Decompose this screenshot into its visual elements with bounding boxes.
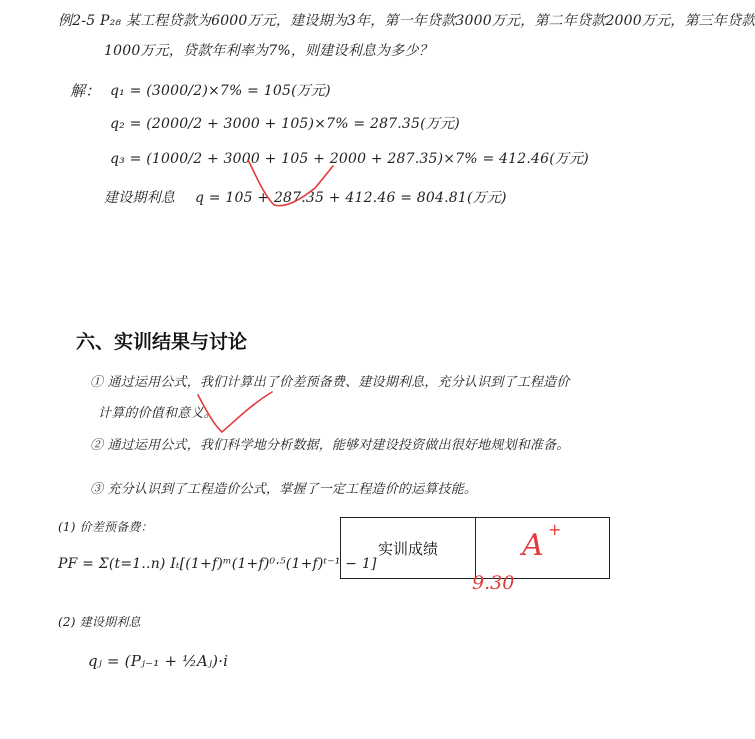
q3-equation: q₃ = (1000/2 + 3000 + 105 + 2000 + 287.35)×7% = 412.46(万元) — [110, 151, 589, 167]
formula-2-title: (2) 建设期利息 — [58, 615, 141, 629]
formula-1-title: (1) 价差预备费： — [58, 520, 153, 534]
grade-table — [340, 517, 610, 579]
solution-label: 解： — [70, 82, 101, 100]
formula-1: PF = Σ(t=1..n) Iₜ[(1+f)ᵐ(1+f)⁰·⁵(1+f)ᵗ⁻¹ − 1] — [58, 556, 377, 572]
total-equation: q = 105 + 287.35 + 412.46 = 804.81(万元) — [195, 190, 507, 206]
discussion-1-cont: 计算的价值和意义。 — [98, 406, 217, 421]
q1-equation: q₁ = (3000/2)×7% = 105(万元) — [110, 83, 331, 99]
discussion-1: ① 通过运用公式，我们计算出了价差预备费、建设期利息，充分认识到了工程造价 — [90, 375, 570, 390]
score-mark: 9.30 — [472, 572, 515, 594]
problem-line-2: 1000万元，贷款年利率为7%，则建设利息为多少？ — [104, 43, 433, 59]
grade-cell — [476, 518, 609, 578]
grade-label: 实训成绩 — [341, 518, 476, 578]
discussion-2: ② 通过运用公式，我们科学地分析数据，能够对建设投资做出很好地规划和准备。 — [90, 438, 570, 453]
discussion-3: ③ 充分认识到了工程造价公式，掌握了一定工程造价的运算技能。 — [90, 482, 478, 497]
q2-equation: q₂ = (2000/2 + 3000 + 105)×7% = 287.35(万元) — [110, 116, 460, 132]
total-label: 建设期利息 — [104, 190, 175, 206]
grade-value: A — [522, 528, 544, 563]
formula-2: qⱼ = (Pⱼ₋₁ + ½Aⱼ)·i — [88, 652, 229, 670]
grade-plus: + — [548, 520, 562, 539]
section-title: 六、实训结果与讨论 — [76, 331, 248, 353]
problem-line-1: 例2-5 P₂₈ 某工程贷款为6000万元，建设期为3年，第一年贷款3000万元，第二年贷款2000万元，第三年贷款 — [58, 13, 755, 29]
